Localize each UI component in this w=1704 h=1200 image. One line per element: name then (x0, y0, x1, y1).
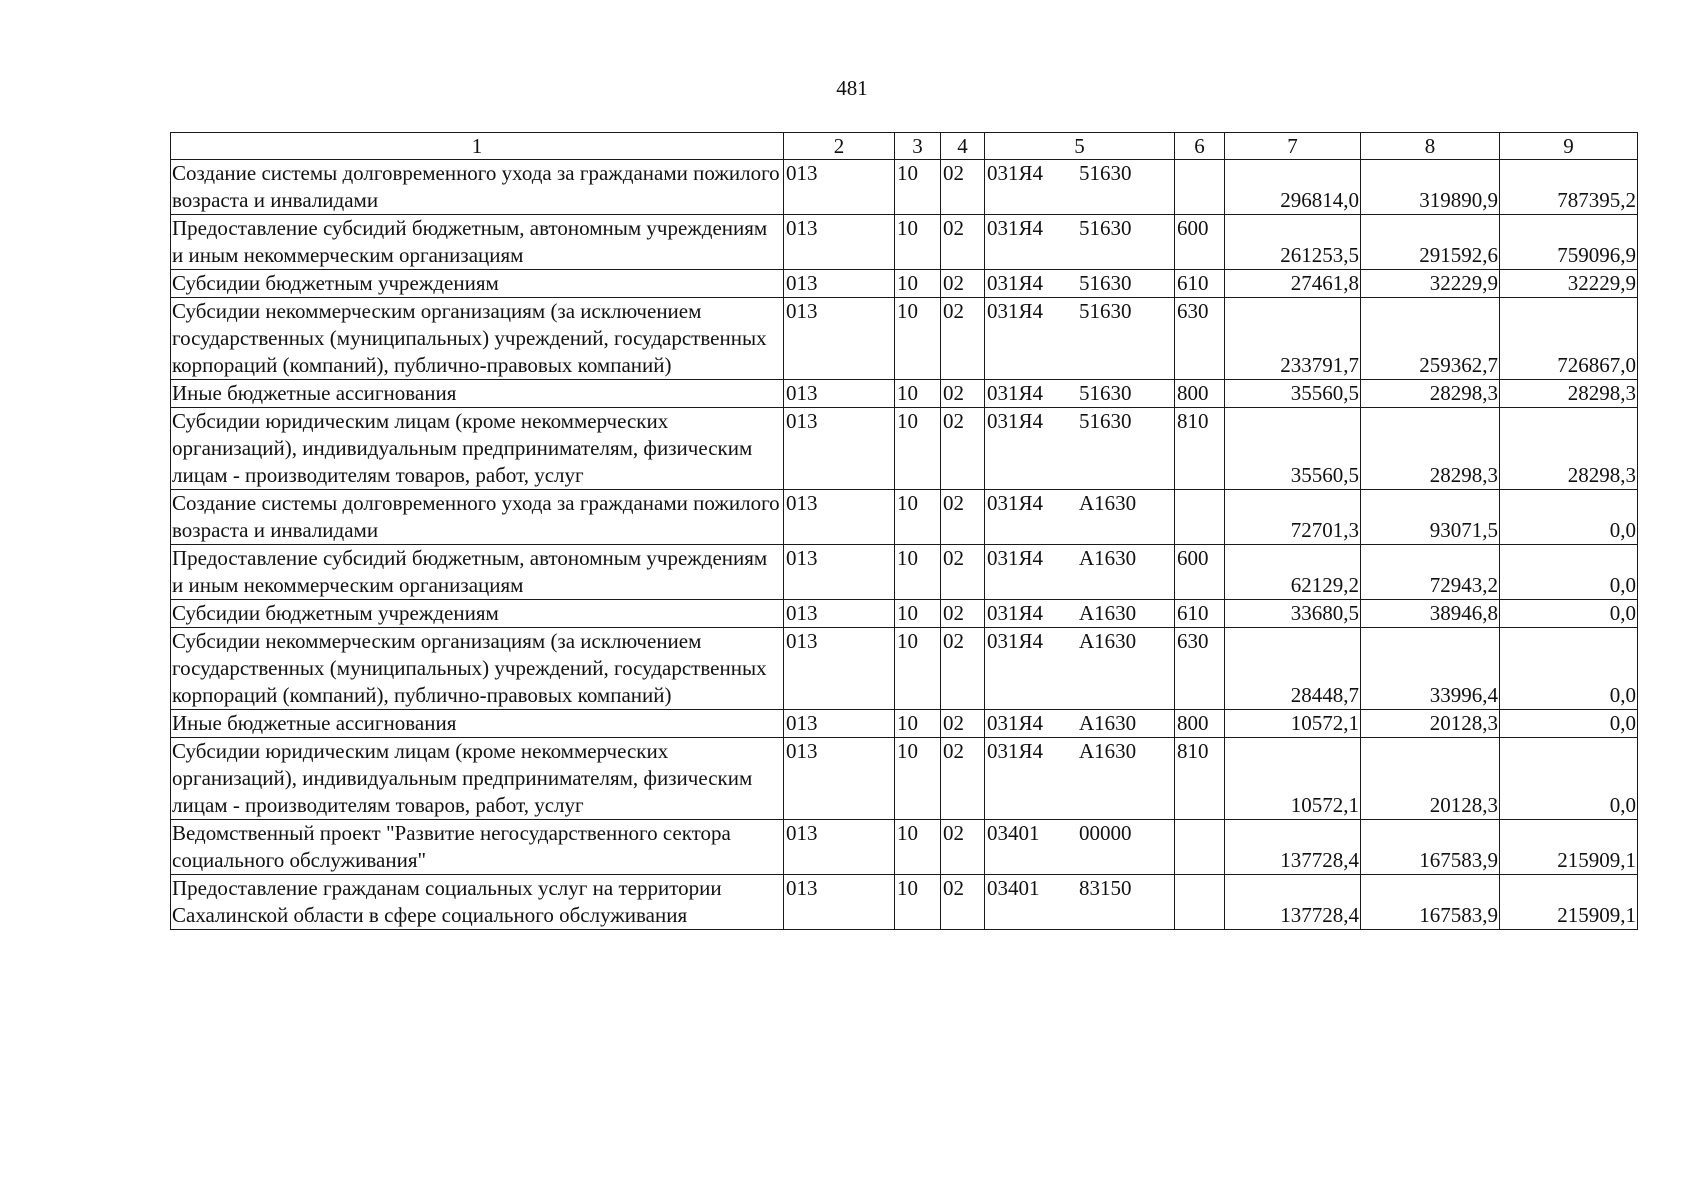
table-row (171, 408, 1638, 490)
expense-type-cell (1175, 160, 1225, 215)
table-row (171, 628, 1638, 710)
section-code-cell: 10 (895, 710, 941, 738)
program-code: 031Я4 (987, 299, 1044, 323)
table-row (171, 738, 1638, 820)
table-row (171, 820, 1638, 875)
subsection-code-cell: 02 (941, 738, 985, 820)
expense-type-cell (1175, 490, 1225, 545)
amount-col9-cell: 0,0 (1500, 710, 1638, 738)
admin-code-cell: 013 (784, 600, 895, 628)
header-row (171, 133, 1638, 160)
admin-code-cell: 013 (784, 160, 895, 215)
column-header: 6 (1175, 133, 1225, 160)
amount-col9-cell: 0,0 (1500, 490, 1638, 545)
expense-type-cell (1175, 875, 1225, 930)
budget-table (170, 132, 1638, 930)
target-article-cell (985, 298, 1175, 380)
direction-code: А1630 (1079, 739, 1137, 763)
direction-code: 51630 (1079, 161, 1132, 185)
table-body (171, 160, 1638, 930)
row-name-cell: Субсидии бюджетным учреждениям (171, 270, 784, 298)
subsection-code-cell: 02 (941, 600, 985, 628)
subsection-code-cell: 02 (941, 490, 985, 545)
amount-col8-cell: 33996,4 (1361, 628, 1500, 710)
row-name-cell: Предоставление субсидий бюджетным, автономным учреждениям и иным некоммерческим организациям (171, 215, 784, 270)
amount-col9-cell: 0,0 (1500, 600, 1638, 628)
admin-code-cell: 013 (784, 270, 895, 298)
amount-col9-cell: 759096,9 (1500, 215, 1638, 270)
admin-code-cell: 013 (784, 490, 895, 545)
amount-col8-cell: 167583,9 (1361, 875, 1500, 930)
table-row (171, 490, 1638, 545)
admin-code-cell: 013 (784, 875, 895, 930)
amount-col7-cell: 62129,2 (1225, 545, 1361, 600)
section-code-cell: 10 (895, 545, 941, 600)
column-header: 2 (784, 133, 895, 160)
table-row (171, 160, 1638, 215)
target-article-cell (985, 738, 1175, 820)
amount-col7-cell: 27461,8 (1225, 270, 1361, 298)
expense-type-cell: 800 (1175, 380, 1225, 408)
row-name-cell: Иные бюджетные ассигнования (171, 710, 784, 738)
target-article-cell (985, 380, 1175, 408)
amount-col7-cell: 28448,7 (1225, 628, 1361, 710)
amount-col9-cell: 0,0 (1500, 545, 1638, 600)
row-name-cell: Субсидии бюджетным учреждениям (171, 600, 784, 628)
amount-col8-cell: 28298,3 (1361, 408, 1500, 490)
program-code: 031Я4 (987, 216, 1044, 240)
amount-col8-cell: 167583,9 (1361, 820, 1500, 875)
amount-col8-cell: 72943,2 (1361, 545, 1500, 600)
amount-col7-cell: 10572,1 (1225, 710, 1361, 738)
expense-type-cell (1175, 820, 1225, 875)
section-code-cell: 10 (895, 490, 941, 545)
program-code: 031Я4 (987, 601, 1044, 625)
amount-col8-cell: 38946,8 (1361, 600, 1500, 628)
subsection-code-cell: 02 (941, 875, 985, 930)
direction-code: 51630 (1079, 381, 1132, 405)
amount-col7-cell: 233791,7 (1225, 298, 1361, 380)
amount-col9-cell: 0,0 (1500, 628, 1638, 710)
program-code: 031Я4 (987, 546, 1044, 570)
target-article-cell (985, 270, 1175, 298)
direction-code: А1630 (1079, 711, 1137, 735)
column-header: 7 (1225, 133, 1361, 160)
expense-type-cell: 610 (1175, 600, 1225, 628)
table-row (171, 545, 1638, 600)
subsection-code-cell: 02 (941, 408, 985, 490)
subsection-code-cell: 02 (941, 628, 985, 710)
row-name-cell: Субсидии некоммерческим организациям (за исключением государственных (муниципальных) учреждений, государственных корпораций (компаний), публично-правовых компаний) (171, 298, 784, 380)
row-name-cell: Субсидии юридическим лицам (кроме некоммерческих организаций), индивидуальным предпринимателям, физическим лицам - производителям товаров, работ, услуг (171, 738, 784, 820)
expense-type-cell: 630 (1175, 628, 1225, 710)
admin-code-cell: 013 (784, 545, 895, 600)
admin-code-cell: 013 (784, 408, 895, 490)
direction-code: 51630 (1079, 409, 1132, 433)
column-header: 1 (171, 133, 784, 160)
direction-code: А1630 (1079, 601, 1137, 625)
amount-col9-cell: 32229,9 (1500, 270, 1638, 298)
direction-code: А1630 (1079, 491, 1137, 515)
target-article-cell (985, 820, 1175, 875)
table-row (171, 875, 1638, 930)
column-header: 5 (985, 133, 1175, 160)
subsection-code-cell: 02 (941, 298, 985, 380)
section-code-cell: 10 (895, 270, 941, 298)
admin-code-cell: 013 (784, 215, 895, 270)
row-name-cell: Ведомственный проект "Развитие негосударственного сектора социального обслуживания" (171, 820, 784, 875)
direction-code: 00000 (1079, 821, 1132, 845)
direction-code: 51630 (1079, 216, 1132, 240)
admin-code-cell: 013 (784, 628, 895, 710)
direction-code: А1630 (1079, 629, 1137, 653)
page-number: 481 (836, 76, 868, 100)
admin-code-cell: 013 (784, 710, 895, 738)
section-code-cell: 10 (895, 875, 941, 930)
column-header: 8 (1361, 133, 1500, 160)
admin-code-cell: 013 (784, 738, 895, 820)
amount-col7-cell: 72701,3 (1225, 490, 1361, 545)
amount-col8-cell: 291592,6 (1361, 215, 1500, 270)
section-code-cell: 10 (895, 298, 941, 380)
expense-type-cell: 810 (1175, 408, 1225, 490)
admin-code-cell: 013 (784, 298, 895, 380)
direction-code: А1630 (1079, 546, 1137, 570)
row-name-cell: Создание системы долговременного ухода за гражданами пожилого возраста и инвалидами (171, 490, 784, 545)
amount-col8-cell: 319890,9 (1361, 160, 1500, 215)
subsection-code-cell: 02 (941, 545, 985, 600)
section-code-cell: 10 (895, 215, 941, 270)
amount-col7-cell: 33680,5 (1225, 600, 1361, 628)
program-code: 031Я4 (987, 161, 1044, 185)
target-article-cell (985, 215, 1175, 270)
expense-type-cell: 630 (1175, 298, 1225, 380)
target-article-cell (985, 710, 1175, 738)
subsection-code-cell: 02 (941, 710, 985, 738)
amount-col9-cell: 0,0 (1500, 738, 1638, 820)
section-code-cell: 10 (895, 738, 941, 820)
target-article-cell (985, 600, 1175, 628)
amount-col7-cell: 137728,4 (1225, 875, 1361, 930)
column-header: 3 (895, 133, 941, 160)
direction-code: 51630 (1079, 299, 1132, 323)
program-code: 03401 (987, 821, 1040, 845)
program-code: 031Я4 (987, 739, 1044, 763)
admin-code-cell: 013 (784, 380, 895, 408)
row-name-cell: Создание системы долговременного ухода за гражданами пожилого возраста и инвалидами (171, 160, 784, 215)
table-row (171, 298, 1638, 380)
target-article-cell (985, 160, 1175, 215)
section-code-cell: 10 (895, 820, 941, 875)
program-code: 03401 (987, 876, 1040, 900)
amount-col9-cell: 215909,1 (1500, 875, 1638, 930)
amount-col7-cell: 35560,5 (1225, 408, 1361, 490)
program-code: 031Я4 (987, 381, 1044, 405)
expense-type-cell: 610 (1175, 270, 1225, 298)
target-article-cell (985, 628, 1175, 710)
table-row (171, 270, 1638, 298)
column-header: 4 (941, 133, 985, 160)
amount-col7-cell: 261253,5 (1225, 215, 1361, 270)
program-code: 031Я4 (987, 629, 1044, 653)
subsection-code-cell: 02 (941, 215, 985, 270)
expense-type-cell: 600 (1175, 545, 1225, 600)
table-row (171, 600, 1638, 628)
expense-type-cell: 600 (1175, 215, 1225, 270)
column-header: 9 (1500, 133, 1638, 160)
section-code-cell: 10 (895, 380, 941, 408)
amount-col8-cell: 28298,3 (1361, 380, 1500, 408)
row-name-cell: Субсидии юридическим лицам (кроме некоммерческих организаций), индивидуальным предпринимателям, физическим лицам - производителям товаров, работ, услуг (171, 408, 784, 490)
subsection-code-cell: 02 (941, 380, 985, 408)
section-code-cell: 10 (895, 160, 941, 215)
amount-col8-cell: 20128,3 (1361, 710, 1500, 738)
table-row (171, 710, 1638, 738)
amount-col9-cell: 787395,2 (1500, 160, 1638, 215)
subsection-code-cell: 02 (941, 820, 985, 875)
amount-col8-cell: 259362,7 (1361, 298, 1500, 380)
table-row (171, 215, 1638, 270)
table-row (171, 380, 1638, 408)
expense-type-cell: 810 (1175, 738, 1225, 820)
target-article-cell (985, 545, 1175, 600)
amount-col8-cell: 20128,3 (1361, 738, 1500, 820)
subsection-code-cell: 02 (941, 270, 985, 298)
amount-col7-cell: 35560,5 (1225, 380, 1361, 408)
amount-col8-cell: 32229,9 (1361, 270, 1500, 298)
program-code: 031Я4 (987, 409, 1044, 433)
amount-col9-cell: 215909,1 (1500, 820, 1638, 875)
row-name-cell: Иные бюджетные ассигнования (171, 380, 784, 408)
direction-code: 51630 (1079, 271, 1132, 295)
subsection-code-cell: 02 (941, 160, 985, 215)
amount-col7-cell: 10572,1 (1225, 738, 1361, 820)
target-article-cell (985, 875, 1175, 930)
amount-col9-cell: 28298,3 (1500, 380, 1638, 408)
program-code: 031Я4 (987, 491, 1044, 515)
admin-code-cell: 013 (784, 820, 895, 875)
section-code-cell: 10 (895, 600, 941, 628)
program-code: 031Я4 (987, 271, 1044, 295)
program-code: 031Я4 (987, 711, 1044, 735)
section-code-cell: 10 (895, 628, 941, 710)
row-name-cell: Субсидии некоммерческим организациям (за исключением государственных (муниципальных) учреждений, государственных корпораций (компаний), публично-правовых компаний) (171, 628, 784, 710)
amount-col9-cell: 726867,0 (1500, 298, 1638, 380)
target-article-cell (985, 490, 1175, 545)
amount-col8-cell: 93071,5 (1361, 490, 1500, 545)
row-name-cell: Предоставление гражданам социальных услуг на территории Сахалинской области в сфере социального обслуживания (171, 875, 784, 930)
amount-col7-cell: 296814,0 (1225, 160, 1361, 215)
amount-col7-cell: 137728,4 (1225, 820, 1361, 875)
expense-type-cell: 800 (1175, 710, 1225, 738)
section-code-cell: 10 (895, 408, 941, 490)
row-name-cell: Предоставление субсидий бюджетным, автономным учреждениям и иным некоммерческим организациям (171, 545, 784, 600)
direction-code: 83150 (1079, 876, 1132, 900)
amount-col9-cell: 28298,3 (1500, 408, 1638, 490)
target-article-cell (985, 408, 1175, 490)
